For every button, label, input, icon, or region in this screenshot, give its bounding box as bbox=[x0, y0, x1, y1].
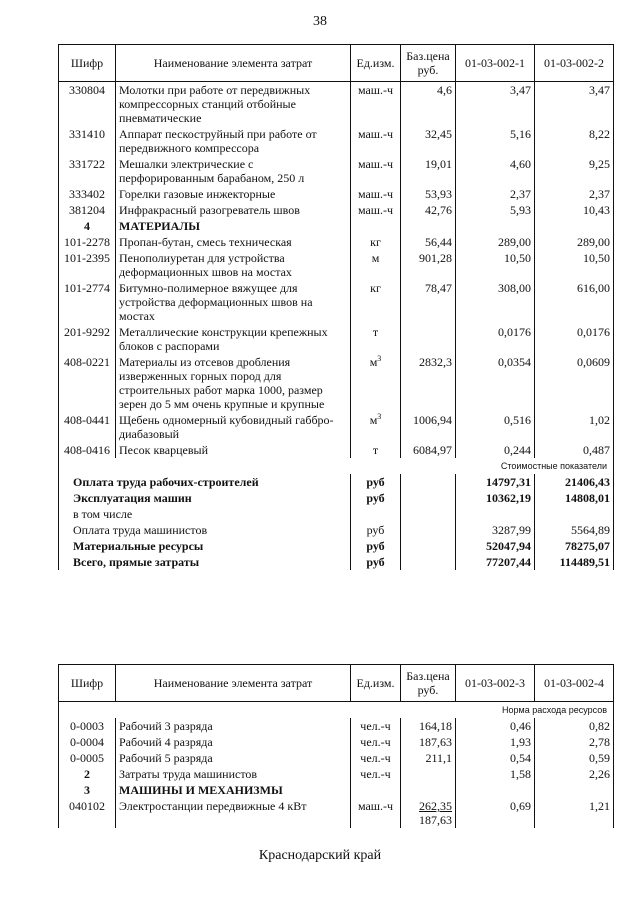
row-value-1: 1,58 bbox=[456, 766, 535, 782]
header-code: Шифр bbox=[59, 45, 116, 82]
total-value-1: 77207,44 bbox=[456, 554, 535, 570]
empty-cell bbox=[401, 474, 456, 490]
resource-row bbox=[59, 734, 614, 750]
header-name: Наименование элемента затрат bbox=[116, 45, 351, 82]
total-value-2: 14808,01 bbox=[535, 490, 614, 506]
row-unit: маш.-ч bbox=[351, 798, 401, 828]
row-code: 408-0221 bbox=[59, 354, 116, 412]
header-price: Баз.цена руб. bbox=[401, 665, 456, 702]
resource-row bbox=[59, 234, 614, 250]
header-price: Баз.цена руб. bbox=[401, 45, 456, 82]
row-price bbox=[401, 324, 456, 354]
row-unit: $м^3$ bbox=[351, 354, 401, 412]
row-value-1: 0,516 bbox=[456, 412, 535, 442]
row-value-2: 289,00 bbox=[535, 234, 614, 250]
row-code: 333402 bbox=[59, 186, 116, 202]
row-unit: маш.-ч bbox=[351, 186, 401, 202]
resource-row bbox=[59, 186, 614, 202]
row-value-1: 3,47 bbox=[456, 82, 535, 127]
row-name: Щебень одномерный кубовидный габбро-диабазовый bbox=[116, 412, 351, 442]
row-value-1: 0,0176 bbox=[456, 324, 535, 354]
row-price: 4,6 bbox=[401, 82, 456, 127]
row-price: 42,76 bbox=[401, 202, 456, 218]
total-label: Оплата труда рабочих-строителей bbox=[59, 474, 351, 490]
row-price: 2832,3 bbox=[401, 354, 456, 412]
header-unit: Ед.изм. bbox=[351, 45, 401, 82]
unit-superscript: 3 bbox=[377, 354, 382, 363]
resource-row bbox=[59, 126, 614, 156]
resource-row bbox=[59, 354, 614, 412]
empty-cell bbox=[401, 554, 456, 570]
total-value-1: 14797,31 bbox=[456, 474, 535, 490]
total-unit: руб bbox=[351, 474, 401, 490]
total-value-2: 114489,51 bbox=[535, 554, 614, 570]
total-value-2: 78275,07 bbox=[535, 538, 614, 554]
row-value-2: 0,82 bbox=[535, 718, 614, 734]
row-price: 1006,94 bbox=[401, 412, 456, 442]
row-value-2: 2,26 bbox=[535, 766, 614, 782]
row-value-2: 0,0176 bbox=[535, 324, 614, 354]
resources-table-1 bbox=[58, 44, 614, 570]
row-value-2: 1,21 bbox=[535, 798, 614, 828]
row-price: 164,18 bbox=[401, 718, 456, 734]
row-name: Затраты труда машинистов bbox=[116, 766, 351, 782]
header-name: Наименование элемента затрат bbox=[116, 665, 351, 702]
row-value-2: 0,0609 bbox=[535, 354, 614, 412]
row-price: 6084,97 bbox=[401, 442, 456, 458]
header-col2: 01-03-002-4 bbox=[535, 665, 614, 702]
row-price: 901,28 bbox=[401, 250, 456, 280]
row-code: 381204 bbox=[59, 202, 116, 218]
row-value-1: 10,50 bbox=[456, 250, 535, 280]
row-value-2: 10,50 bbox=[535, 250, 614, 280]
row-unit: маш.-ч bbox=[351, 82, 401, 127]
total-row bbox=[59, 490, 614, 506]
resource-row bbox=[59, 412, 614, 442]
row-name: Пропан-бутан, смесь техническая bbox=[116, 234, 351, 250]
header-unit: Ед.изм. bbox=[351, 665, 401, 702]
row-value-1: 5,16 bbox=[456, 126, 535, 156]
row-code: 2 bbox=[59, 766, 116, 782]
row-value-1: 4,60 bbox=[456, 156, 535, 186]
row-value-1: 2,37 bbox=[456, 186, 535, 202]
resource-row bbox=[59, 442, 614, 458]
resource-row bbox=[59, 202, 614, 218]
row-name: Металлические конструкции крепежных блоков с распорами bbox=[116, 324, 351, 354]
footer-region: Краснодарский край bbox=[258, 848, 382, 863]
row-value-2: 9,25 bbox=[535, 156, 614, 186]
row-price: 78,47 bbox=[401, 280, 456, 324]
row-value-1: 0,0354 bbox=[456, 354, 535, 412]
row-value-1: 289,00 bbox=[456, 234, 535, 250]
row-unit: чел.-ч bbox=[351, 766, 401, 782]
page-number: 38 bbox=[313, 14, 327, 29]
total-label: Материальные ресурсы bbox=[59, 538, 351, 554]
total-value-1: 52047,94 bbox=[456, 538, 535, 554]
total-value-2: 21406,43 bbox=[535, 474, 614, 490]
empty-cell bbox=[351, 782, 401, 798]
row-unit: т bbox=[351, 442, 401, 458]
total-row bbox=[59, 554, 614, 570]
header-col1: 01-03-002-3 bbox=[456, 665, 535, 702]
price-secondary: 187,63 bbox=[419, 813, 452, 827]
machinist-row bbox=[59, 766, 614, 782]
empty-cell bbox=[456, 782, 535, 798]
resources-table-2 bbox=[58, 664, 614, 828]
empty-cell bbox=[401, 766, 456, 782]
section-title: МАШИНЫ И МЕХАНИЗМЫ bbox=[116, 782, 351, 798]
header-code: Шифр bbox=[59, 665, 116, 702]
total-row bbox=[59, 522, 614, 538]
empty-cell bbox=[401, 538, 456, 554]
row-code: 040102 bbox=[59, 798, 116, 828]
row-name: Песок кварцевый bbox=[116, 442, 351, 458]
row-unit: $м^3$ bbox=[351, 412, 401, 442]
row-price: 211,1 bbox=[401, 750, 456, 766]
total-unit bbox=[351, 506, 401, 522]
row-name: Электростанции передвижные 4 кВт bbox=[116, 798, 351, 828]
total-label: в том числе bbox=[59, 506, 351, 522]
total-unit: руб bbox=[351, 490, 401, 506]
row-value-1: 308,00 bbox=[456, 280, 535, 324]
row-value-1: 1,93 bbox=[456, 734, 535, 750]
row-name: Аппарат пескоструйный при работе от передвижного компрессора bbox=[116, 126, 351, 156]
section-title: МАТЕРИАЛЫ bbox=[116, 218, 351, 234]
caption-row bbox=[59, 458, 614, 474]
row-value-2: 1,02 bbox=[535, 412, 614, 442]
row-unit: чел.-ч bbox=[351, 718, 401, 734]
row-code: 101-2395 bbox=[59, 250, 116, 280]
row-value-2: 2,78 bbox=[535, 734, 614, 750]
norm-caption: Норма расхода ресурсов bbox=[59, 702, 614, 719]
row-value-2: 616,00 bbox=[535, 280, 614, 324]
header-col1: 01-03-002-1 bbox=[456, 45, 535, 82]
row-value-1: 0,46 bbox=[456, 718, 535, 734]
empty-cell bbox=[401, 490, 456, 506]
price-main: 262,35 bbox=[419, 799, 452, 813]
total-value-1: 10362,19 bbox=[456, 490, 535, 506]
total-unit: руб bbox=[351, 554, 401, 570]
section-row bbox=[59, 218, 614, 234]
row-unit: кг bbox=[351, 234, 401, 250]
total-label: Эксплуатация машин bbox=[59, 490, 351, 506]
resource-row bbox=[59, 250, 614, 280]
row-unit: маш.-ч bbox=[351, 202, 401, 218]
total-row bbox=[59, 474, 614, 490]
resource-row bbox=[59, 280, 614, 324]
row-code: 0-0005 bbox=[59, 750, 116, 766]
table-header bbox=[59, 45, 614, 82]
resource-row bbox=[59, 324, 614, 354]
row-unit: чел.-ч bbox=[351, 750, 401, 766]
table-header bbox=[59, 665, 614, 702]
row-unit: кг bbox=[351, 280, 401, 324]
row-name: Материалы из отсевов дробления изверженных горных пород для строительных работ марка 1000, размер зерен до 5 мм очень крупные и крупные bbox=[116, 354, 351, 412]
row-code: 201-9292 bbox=[59, 324, 116, 354]
row-name: Молотки при работе от передвижных компрессорных станций отбойные пневматические bbox=[116, 82, 351, 127]
row-value-2: 2,37 bbox=[535, 186, 614, 202]
row-price: 53,93 bbox=[401, 186, 456, 202]
row-code: 331410 bbox=[59, 126, 116, 156]
row-code: 0-0004 bbox=[59, 734, 116, 750]
resource-row bbox=[59, 750, 614, 766]
total-unit: руб bbox=[351, 522, 401, 538]
resource-row bbox=[59, 798, 614, 828]
row-name: Битумно-полимерное вяжущее для устройства деформационных швов на мостах bbox=[116, 280, 351, 324]
empty-cell bbox=[401, 782, 456, 798]
empty-cell bbox=[456, 218, 535, 234]
row-unit: маш.-ч bbox=[351, 156, 401, 186]
total-value-2 bbox=[535, 506, 614, 522]
row-name: Рабочий 3 разряда bbox=[116, 718, 351, 734]
resource-row bbox=[59, 82, 614, 127]
empty-cell bbox=[535, 218, 614, 234]
row-value-2: 0,487 bbox=[535, 442, 614, 458]
total-label: Всего, прямые затраты bbox=[59, 554, 351, 570]
resource-row bbox=[59, 156, 614, 186]
row-unit: чел.-ч bbox=[351, 734, 401, 750]
total-value-2: 5564,89 bbox=[535, 522, 614, 538]
caption-row bbox=[59, 702, 614, 719]
row-price: 56,44 bbox=[401, 234, 456, 250]
resource-row bbox=[59, 718, 614, 734]
row-name: Рабочий 5 разряда bbox=[116, 750, 351, 766]
row-unit: м bbox=[351, 250, 401, 280]
section-number: 4 bbox=[59, 218, 116, 234]
row-code: 408-0441 bbox=[59, 412, 116, 442]
row-code: 101-2774 bbox=[59, 280, 116, 324]
total-label: Оплата труда машинистов bbox=[59, 522, 351, 538]
row-value-2: 10,43 bbox=[535, 202, 614, 218]
empty-cell bbox=[401, 506, 456, 522]
row-price: 32,45 bbox=[401, 126, 456, 156]
empty-cell bbox=[401, 522, 456, 538]
total-value-1: 3287,99 bbox=[456, 522, 535, 538]
total-row bbox=[59, 506, 614, 522]
row-name: Горелки газовые инжекторные bbox=[116, 186, 351, 202]
row-code: 0-0003 bbox=[59, 718, 116, 734]
row-value-1: 0,69 bbox=[456, 798, 535, 828]
section-row bbox=[59, 782, 614, 798]
row-unit: т bbox=[351, 324, 401, 354]
row-name: Инфракрасный разогреватель швов bbox=[116, 202, 351, 218]
empty-cell bbox=[535, 782, 614, 798]
row-value-1: 0,244 bbox=[456, 442, 535, 458]
row-unit: маш.-ч bbox=[351, 126, 401, 156]
section-number: 3 bbox=[59, 782, 116, 798]
row-value-2: 0,59 bbox=[535, 750, 614, 766]
row-code: 330804 bbox=[59, 82, 116, 127]
row-price: 19,01 bbox=[401, 156, 456, 186]
total-unit: руб bbox=[351, 538, 401, 554]
row-price bbox=[401, 798, 456, 828]
header-col2: 01-03-002-2 bbox=[535, 45, 614, 82]
row-code: 408-0416 bbox=[59, 442, 116, 458]
empty-cell bbox=[401, 218, 456, 234]
row-name: Мешалки электрические с перфорированным барабаном, 250 л bbox=[116, 156, 351, 186]
row-price: 187,63 bbox=[401, 734, 456, 750]
row-code: 101-2278 bbox=[59, 234, 116, 250]
total-row bbox=[59, 538, 614, 554]
row-value-2: 3,47 bbox=[535, 82, 614, 127]
row-code: 331722 bbox=[59, 156, 116, 186]
row-name: Рабочий 4 разряда bbox=[116, 734, 351, 750]
total-value-1 bbox=[456, 506, 535, 522]
row-value-2: 8,22 bbox=[535, 126, 614, 156]
cost-caption: Стоимостные показатели bbox=[59, 458, 614, 474]
row-value-1: 5,93 bbox=[456, 202, 535, 218]
empty-cell bbox=[351, 218, 401, 234]
row-name: Пенополиуретан для устройства деформационных швов на мостах bbox=[116, 250, 351, 280]
unit-superscript: 3 bbox=[377, 412, 382, 421]
row-value-1: 0,54 bbox=[456, 750, 535, 766]
